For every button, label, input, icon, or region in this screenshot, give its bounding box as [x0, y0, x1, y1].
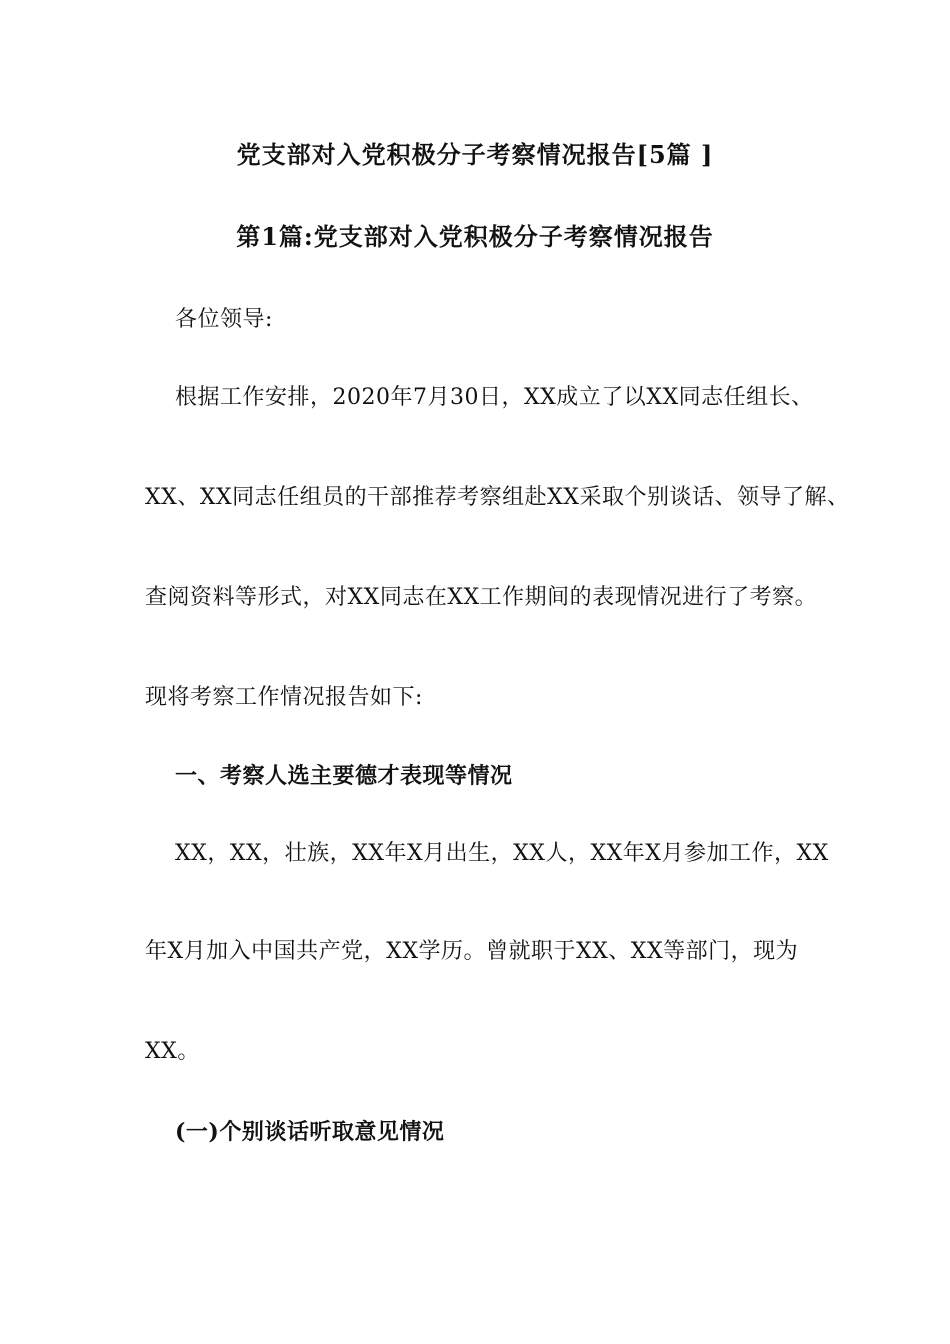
paragraph-line: 查阅资料等形式，对XX同志在XX工作期间的表现情况进行了考察。 [145, 585, 818, 610]
paragraph-line: 年X月加入中国共产党，XX学历。曾就职于XX、XX等部门，现为 [145, 939, 799, 964]
paragraph-line: XX。 [145, 1039, 200, 1064]
paragraph-line: XX、XX同志任组员的干部推荐考察组赴XX采取个别谈话、领导了解、 [145, 485, 850, 510]
paragraph-line: 现将考察工作情况报告如下: [145, 685, 423, 710]
salutation: 各位领导: [175, 307, 273, 332]
subsection-heading: (一)个别谈话听取意见情况 [175, 1119, 445, 1145]
paragraph-line: XX，XX，壮族，XX年X月出生，XX人，XX年X月参加工作，XX [175, 841, 829, 866]
paragraph-line: 根据工作安排，2020年7月30日，XX成立了以XX同志任组长、 [175, 385, 814, 410]
main-title: 党支部对入党积极分子考察情况报告[5篇 ] [236, 140, 714, 169]
sub-title: 第1篇:党支部对入党积极分子考察情况报告 [236, 222, 714, 251]
section-heading: 一、考察人选主要德才表现等情况 [175, 763, 513, 789]
